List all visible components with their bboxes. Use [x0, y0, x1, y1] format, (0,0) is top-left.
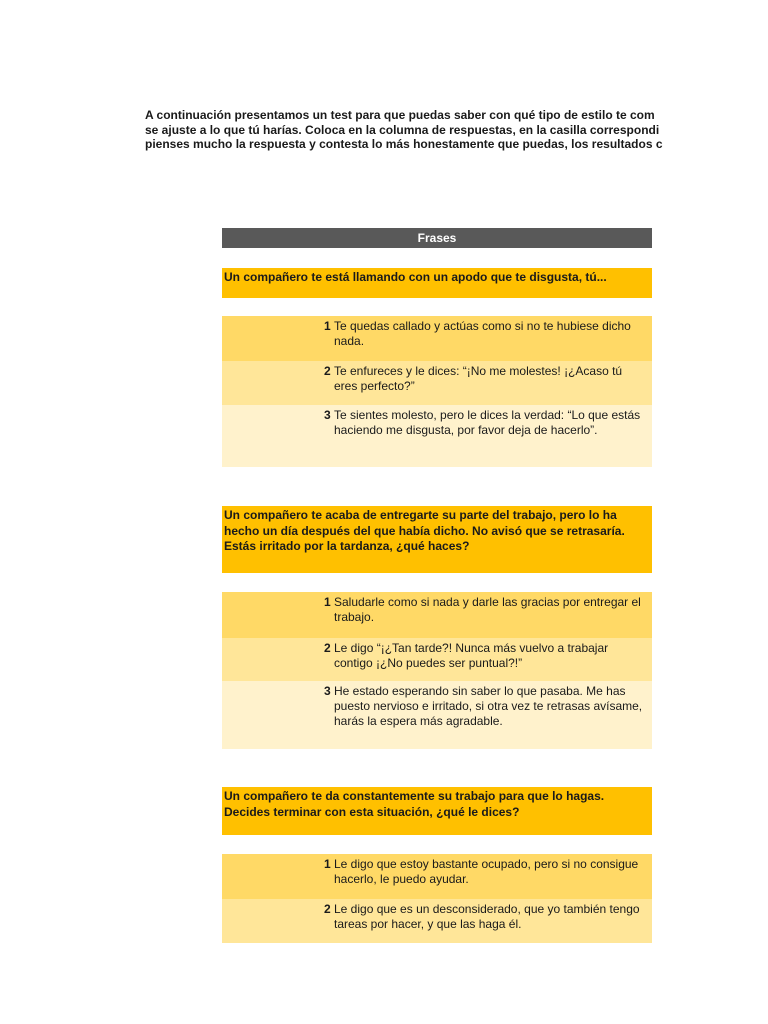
q2-option-1[interactable]	[222, 592, 652, 638]
q2-option-2[interactable]	[222, 638, 652, 681]
option-number: 3	[324, 408, 331, 422]
question-2	[222, 506, 652, 573]
option-number: 2	[324, 902, 331, 916]
option-number: 2	[324, 364, 331, 378]
question-3	[222, 787, 652, 835]
option-number: 2	[324, 641, 331, 655]
q3-option-1[interactable]	[222, 854, 652, 899]
q3-option-2[interactable]	[222, 899, 652, 943]
column-header-frases	[222, 228, 652, 248]
question-2-options	[222, 592, 652, 749]
option-text: Saludarle como si nada y darle las gracias por entregar el trabajo.	[334, 595, 641, 624]
intro-line-1: A continuación presentamos un test para que puedas saber con qué tipo de estilo te com	[145, 108, 655, 122]
q1-option-1[interactable]	[222, 316, 652, 361]
intro-text	[145, 108, 768, 152]
question-1-options	[222, 316, 652, 467]
question-1-text: Un compañero te está llamando con un apodo que te disgusta, tú...	[224, 270, 607, 284]
option-text: Te quedas callado y actúas como si no te hubiese dicho nada.	[334, 319, 631, 348]
option-text: Le digo “¡¿Tan tarde?! Nunca más vuelvo a trabajar contigo ¡¿No puedes ser puntual?!”	[334, 641, 609, 670]
option-number: 1	[324, 319, 331, 333]
option-number: 3	[324, 684, 331, 698]
option-text: Le digo que estoy bastante ocupado, pero si no consigue hacerlo, le puedo ayudar.	[334, 857, 639, 886]
option-text: Te sientes molesto, pero le dices la verdad: “Lo que estás haciendo me disgusta, por favor deja de hacerlo”.	[334, 408, 641, 437]
option-text: Le digo que es un desconsiderado, que yo también tengo tareas por hacer, y que las haga él.	[334, 902, 640, 931]
q2-option-3[interactable]	[222, 681, 652, 749]
question-3-text: Un compañero te da constantemente su trabajo para que lo hagas. Decides terminar con esta situación, ¿qué le dices?	[224, 789, 605, 819]
option-number: 1	[324, 857, 331, 871]
q1-option-2[interactable]	[222, 361, 652, 405]
question-2-text: Un compañero te acaba de entregarte su parte del trabajo, pero lo ha hecho un día después del que había dicho. No avisó que se retrasaría. Estás irritado por la tardanza, ¿qué haces?	[224, 508, 625, 553]
question-1	[222, 268, 652, 298]
question-3-options	[222, 854, 652, 943]
intro-line-3: pienses mucho la respuesta y contesta lo más honestamente que puedas, los resultados c	[145, 137, 663, 151]
q1-option-3[interactable]	[222, 405, 652, 467]
option-text: He estado esperando sin saber lo que pasaba. Me has puesto nervioso e irritado, si otra vez te retrasas avísame, harás la espera más agradable.	[334, 684, 643, 728]
option-text: Te enfureces y le dices: “¡No me molestes! ¡¿Acaso tú eres perfecto?”	[334, 364, 623, 393]
option-number: 1	[324, 595, 331, 609]
intro-line-2: se ajuste a lo que tú harías. Coloca en la columna de respuestas, en la casilla correspondi	[145, 122, 660, 137]
column-header-label: Frases	[417, 231, 457, 245]
